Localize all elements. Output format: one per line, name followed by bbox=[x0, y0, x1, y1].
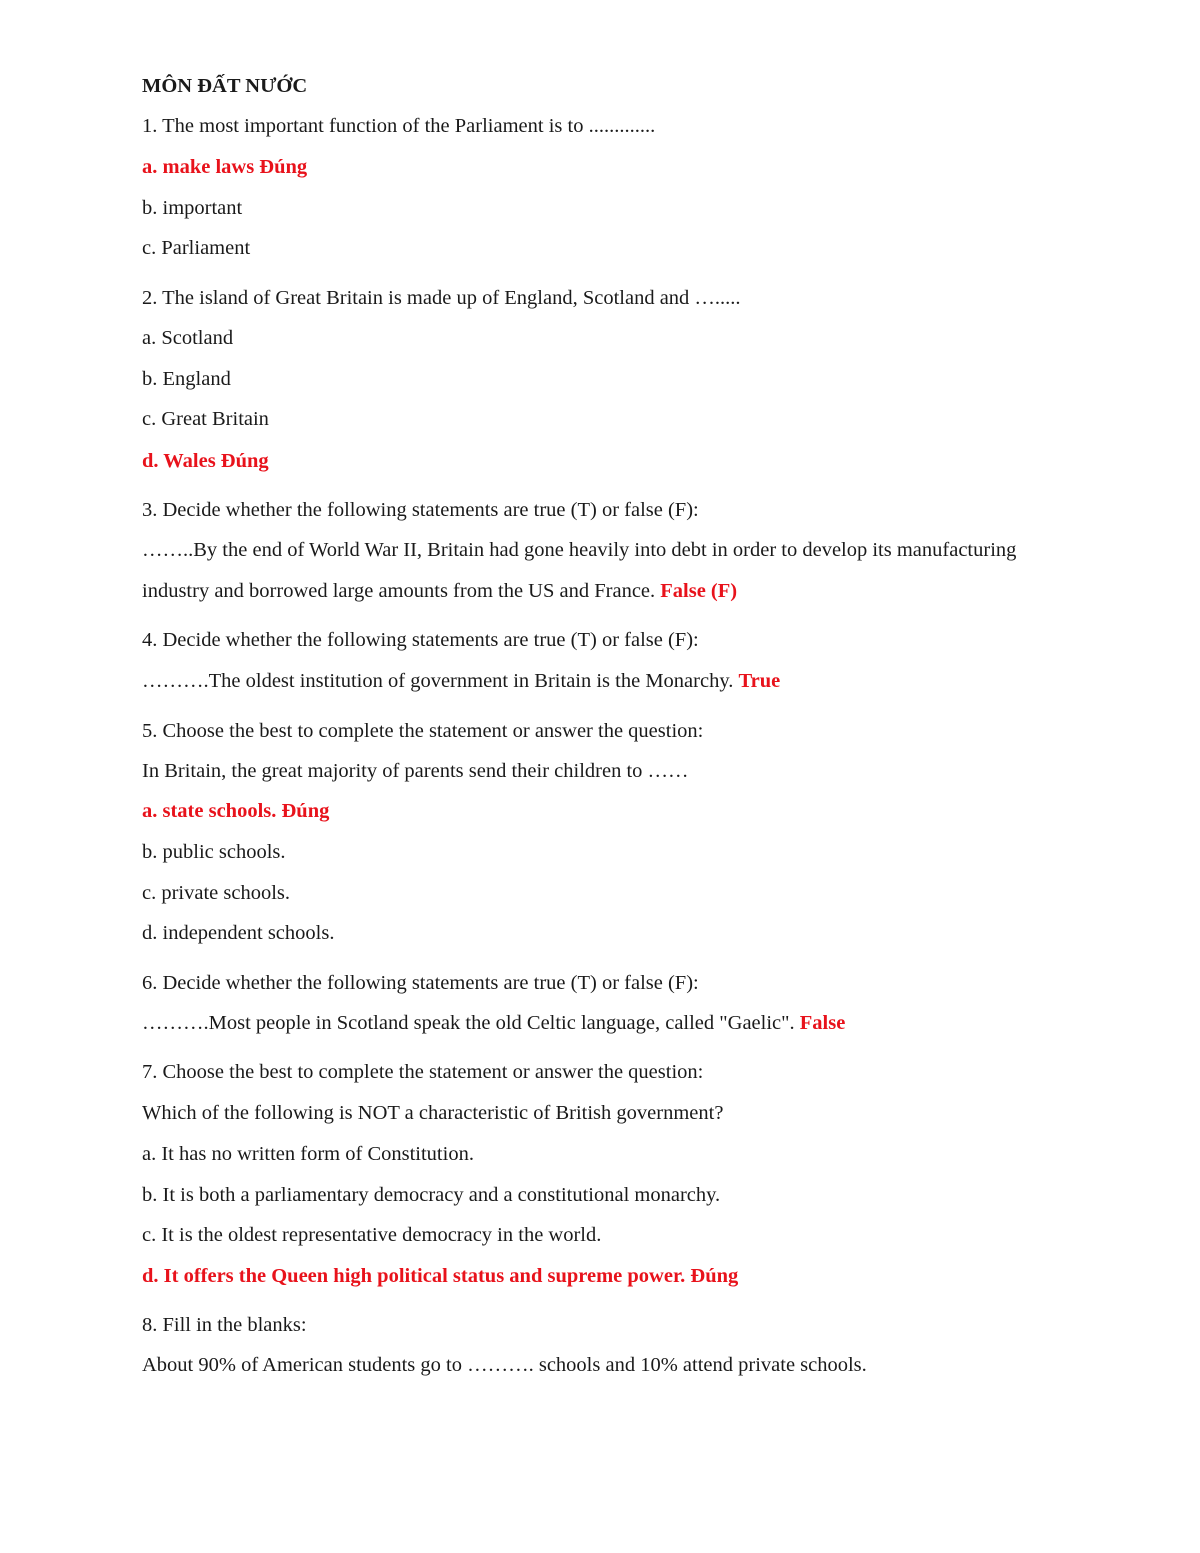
question-8-stem: 8. Fill in the blanks: bbox=[142, 1314, 307, 1336]
question-5-prompt: In Britain, the great majority of parents send their children to …… bbox=[142, 760, 689, 782]
question-4-stem: 4. Decide whether the following statements are true (T) or false (F): bbox=[142, 629, 699, 651]
question-5-stem: 5. Choose the best to complete the statement or answer the question: bbox=[142, 720, 704, 742]
question-3-statement-text: industry and borrowed large amounts from the US and France. bbox=[142, 580, 661, 602]
question-8-prompt: About 90% of American students go to ………. schools and 10% attend private schools. bbox=[142, 1354, 867, 1376]
question-6-stem: 6. Decide whether the following statements are true (T) or false (F): bbox=[142, 972, 699, 994]
question-4-verdict: True bbox=[738, 670, 781, 692]
question-2-stem: 2. The island of Great Britain is made up of England, Scotland and …..... bbox=[142, 287, 741, 309]
question-5-option-b: b. public schools. bbox=[142, 841, 286, 863]
question-1-option-c: c. Parliament bbox=[142, 237, 251, 259]
document-title: MÔN ĐẤT NƯỚC bbox=[142, 75, 308, 97]
question-2-option-a: a. Scotland bbox=[142, 327, 234, 349]
question-7-option-c: c. It is the oldest representative democracy in the world. bbox=[142, 1224, 602, 1246]
question-5-option-d: d. independent schools. bbox=[142, 922, 335, 944]
question-3-statement-line-1: ……..By the end of World War II, Britain had gone heavily into debt in order to develop its manufacturing bbox=[142, 539, 1017, 561]
question-7-prompt: Which of the following is NOT a characteristic of British government? bbox=[142, 1102, 724, 1124]
question-6-verdict: False bbox=[799, 1012, 846, 1034]
question-3-stem: 3. Decide whether the following statements are true (T) or false (F): bbox=[142, 499, 699, 521]
question-2-option-b: b. England bbox=[142, 368, 231, 390]
question-2-option-d-correct: d. Wales Đúng bbox=[142, 450, 269, 472]
question-6-statement-text: ……….Most people in Scotland speak the old Celtic language, called "Gaelic". bbox=[142, 1012, 800, 1034]
question-6-statement bbox=[142, 1010, 845, 1036]
question-1-option-b: b. important bbox=[142, 197, 243, 219]
question-4-statement bbox=[142, 668, 780, 694]
question-3-verdict: False (F) bbox=[660, 580, 738, 602]
question-5-option-c: c. private schools. bbox=[142, 882, 291, 904]
question-3-statement-line-2 bbox=[142, 578, 737, 604]
question-7-option-a: a. It has no written form of Constitution. bbox=[142, 1143, 474, 1165]
question-2-option-c: c. Great Britain bbox=[142, 408, 269, 430]
question-7-stem: 7. Choose the best to complete the statement or answer the question: bbox=[142, 1061, 704, 1083]
question-5-option-a-correct: a. state schools. Đúng bbox=[142, 800, 330, 822]
question-7-option-d-correct: d. It offers the Queen high political status and supreme power. Đúng bbox=[142, 1265, 739, 1287]
question-1-stem: 1. The most important function of the Parliament is to ............. bbox=[142, 115, 656, 137]
question-4-statement-text: ……….The oldest institution of government in Britain is the Monarchy. bbox=[142, 670, 739, 692]
question-1-option-a-correct: a. make laws Đúng bbox=[142, 156, 308, 178]
question-7-option-b: b. It is both a parliamentary democracy and a constitutional monarchy. bbox=[142, 1184, 721, 1206]
